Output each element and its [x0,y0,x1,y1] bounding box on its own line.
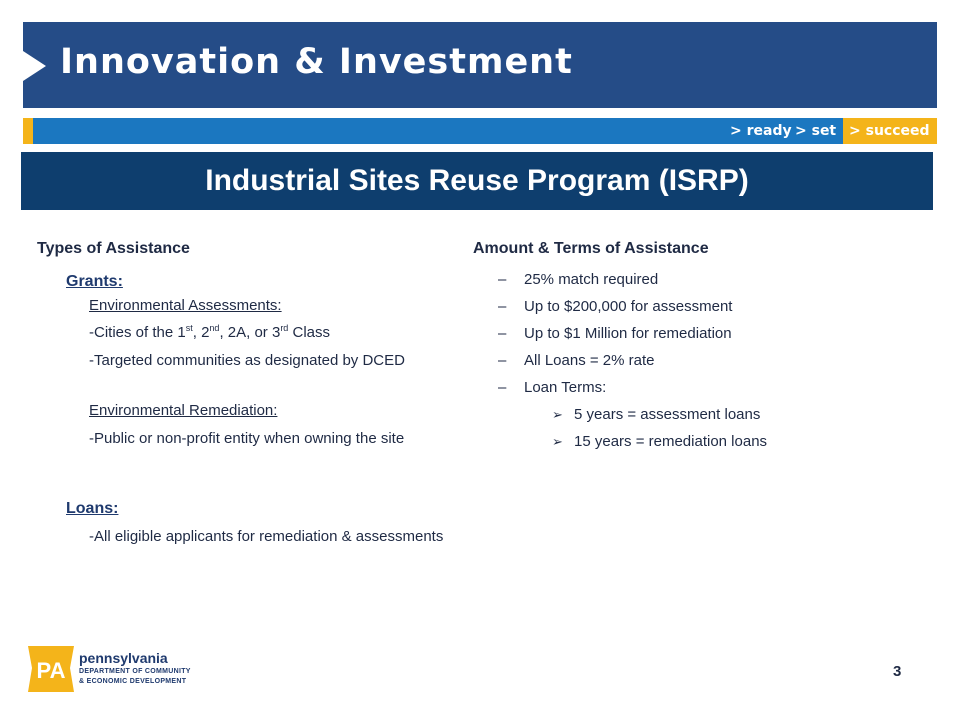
program-title: Industrial Sites Reuse Program (ISRP) [205,164,749,197]
tagline-stripe [33,118,843,144]
terms-item: – All Loans = 2% rate [498,352,732,379]
dash-icon: – [498,325,507,342]
terms-item: – 25% match required [498,271,732,298]
dash-icon: – [498,298,507,315]
page-number: 3 [893,663,902,680]
terms-item: – Loan Terms: [498,379,732,406]
public-entity-line: -Public or non-profit entity when owning the site [89,430,405,447]
types-heading: Types of Assistance [37,240,190,257]
header-arrow-icon [23,51,46,81]
tagline-ready: > ready [730,123,792,139]
accent-stripe-left [23,118,33,144]
targeted-line: -Targeted communities as designated by DCED [89,352,405,369]
logo-name: pennsylvania [79,650,168,666]
terms-list [498,271,732,406]
grants-label: Grants: [66,273,123,290]
cities-line: -Cities of the 1st, 2nd, 2A, or 3rd Class [89,323,331,341]
loans-label: Loans: [66,500,119,517]
arrow-bullet-icon: ➢ [552,434,563,449]
logo-dept-line1: DEPARTMENT OF COMMUNITY [79,668,191,675]
loan-terms-list [552,406,767,460]
header-title: Innovation & Investment [60,42,573,82]
dash-icon: – [498,379,507,396]
logo-dept-line2: & ECONOMIC DEVELOPMENT [79,678,187,685]
loans-line: -All eligible applicants for remediation & assessments [89,528,444,545]
arrow-bullet-icon: ➢ [552,407,563,422]
terms-item: – Up to $1 Million for remediation [498,325,732,352]
tagline-succeed: > succeed [849,123,930,139]
program-banner [21,152,933,210]
loan-term-item: ➢ 15 years = remediation loans [552,433,768,450]
terms-item: – Up to $200,000 for assessment [498,298,732,325]
loan-term-item: ➢ 5 years = assessment loans [552,406,761,423]
svg-text:PA: PA [36,658,66,683]
tagline-set: > set [795,123,837,139]
terms-heading: Amount & Terms of Assistance [473,240,709,257]
env-remediation-label: Environmental Remediation: [89,402,278,419]
dash-icon: – [498,271,507,288]
env-assessments-label: Environmental Assessments: [89,297,282,314]
dash-icon: – [498,352,507,369]
